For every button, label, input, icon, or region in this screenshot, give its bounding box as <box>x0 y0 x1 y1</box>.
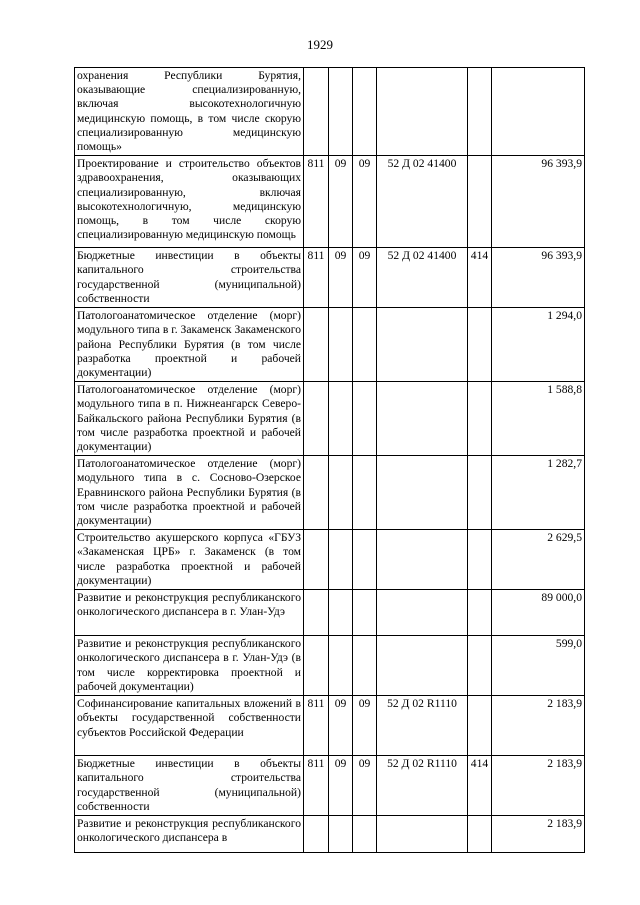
subsection-code: 09 <box>353 696 377 756</box>
ministry-code <box>304 456 329 530</box>
section-code: 09 <box>329 156 353 248</box>
subsection-code: 09 <box>353 248 377 308</box>
ministry-code <box>304 590 329 636</box>
ministry-code: 811 <box>304 696 329 756</box>
ministry-code <box>304 308 329 382</box>
target-article-code <box>377 590 468 636</box>
ministry-code: 811 <box>304 248 329 308</box>
subsection-code <box>353 382 377 456</box>
amount-value: 2 183,9 <box>492 756 585 816</box>
target-article-code <box>377 382 468 456</box>
expense-type-code <box>468 590 492 636</box>
target-article-code <box>377 636 468 696</box>
section-code: 09 <box>329 756 353 816</box>
expense-type-code <box>468 68 492 156</box>
section-code <box>329 530 353 590</box>
table-row <box>75 590 585 636</box>
expense-type-code <box>468 456 492 530</box>
expense-type-code <box>468 308 492 382</box>
table-row <box>75 248 585 308</box>
row-description: Развитие и реконструкция республиканского онкологического диспансера в г. Улан-Удэ <box>75 590 304 636</box>
target-article-code: 52 Д 02 R1110 <box>377 756 468 816</box>
section-code <box>329 308 353 382</box>
subsection-code <box>353 68 377 156</box>
section-code <box>329 590 353 636</box>
section-code: 09 <box>329 696 353 756</box>
subsection-code <box>353 590 377 636</box>
budget-table <box>74 67 585 853</box>
table-row <box>75 456 585 530</box>
table-row <box>75 636 585 696</box>
row-description: Проектирование и строительство объектов здравоохранения, оказывающих специализированную, включая высокотехнологичную, медицинскую помощь, в том числе скорую специализированную медицинскую помощь <box>75 156 304 248</box>
ministry-code <box>304 816 329 853</box>
target-article-code: 52 Д 02 41400 <box>377 248 468 308</box>
row-description: Патологоанатомическое отделение (морг) модульного типа в с. Сосново-Озерское Еравнинского района Республики Бурятия (в том числе разработка проектной и рабочей документации) <box>75 456 304 530</box>
table-row <box>75 756 585 816</box>
row-description: Строительство акушерского корпуса «ГБУЗ «Закаменская ЦРБ» г. Закаменск (в том числе разработка проектной и рабочей документации) <box>75 530 304 590</box>
amount-value: 599,0 <box>492 636 585 696</box>
row-description: Развитие и реконструкция республиканского онкологического диспансера в г. Улан-Удэ (в том числе корректировка проектной и рабочей документации) <box>75 636 304 696</box>
subsection-code <box>353 456 377 530</box>
expense-type-code <box>468 156 492 248</box>
subsection-code <box>353 816 377 853</box>
row-description: Бюджетные инвестиции в объекты капитального строительства государственной (муниципальной) собственности <box>75 756 304 816</box>
amount-value: 89 000,0 <box>492 590 585 636</box>
ministry-code <box>304 530 329 590</box>
amount-value: 2 183,9 <box>492 696 585 756</box>
amount-value: 96 393,9 <box>492 156 585 248</box>
amount-value <box>492 68 585 156</box>
table-row <box>75 382 585 456</box>
row-description: Патологоанатомическое отделение (морг) модульного типа в п. Нижнеангарск Северо-Байкальского района Республики Бурятия (в том числе разработка проектной и рабочей документации) <box>75 382 304 456</box>
target-article-code <box>377 308 468 382</box>
table-row <box>75 530 585 590</box>
subsection-code <box>353 308 377 382</box>
table-row <box>75 68 585 156</box>
expense-type-code <box>468 530 492 590</box>
expense-type-code <box>468 382 492 456</box>
expense-type-code: 414 <box>468 248 492 308</box>
ministry-code <box>304 382 329 456</box>
target-article-code <box>377 456 468 530</box>
amount-value: 2 629,5 <box>492 530 585 590</box>
subsection-code <box>353 636 377 696</box>
section-code: 09 <box>329 248 353 308</box>
target-article-code: 52 Д 02 R1110 <box>377 696 468 756</box>
section-code <box>329 68 353 156</box>
subsection-code <box>353 530 377 590</box>
expense-type-code <box>468 816 492 853</box>
target-article-code <box>377 68 468 156</box>
amount-value: 2 183,9 <box>492 816 585 853</box>
ministry-code: 811 <box>304 156 329 248</box>
ministry-code <box>304 68 329 156</box>
ministry-code: 811 <box>304 756 329 816</box>
row-description: Развитие и реконструкция республиканского онкологического диспансера в <box>75 816 304 853</box>
subsection-code: 09 <box>353 756 377 816</box>
row-description: Патологоанатомическое отделение (морг) модульного типа в г. Закаменск Закаменского района Республики Бурятия (в том числе разработка проектной и рабочей документации) <box>75 308 304 382</box>
ministry-code <box>304 636 329 696</box>
table-row <box>75 816 585 853</box>
row-description: охранения Республики Бурятия, оказывающие специализированную, включая высокотехнологичную медицинскую помощь, в том числе скорую специализированную медицинскую помощь» <box>75 68 304 156</box>
table-row <box>75 696 585 756</box>
section-code <box>329 816 353 853</box>
expense-type-code: 414 <box>468 756 492 816</box>
amount-value: 1 588,8 <box>492 382 585 456</box>
table-row <box>75 308 585 382</box>
subsection-code: 09 <box>353 156 377 248</box>
section-code <box>329 456 353 530</box>
amount-value: 96 393,9 <box>492 248 585 308</box>
amount-value: 1 294,0 <box>492 308 585 382</box>
target-article-code: 52 Д 02 41400 <box>377 156 468 248</box>
expense-type-code <box>468 636 492 696</box>
row-description: Софинансирование капитальных вложений в объекты государственной собственности субъектов Российской Федерации <box>75 696 304 756</box>
target-article-code <box>377 816 468 853</box>
expense-type-code <box>468 696 492 756</box>
section-code <box>329 636 353 696</box>
target-article-code <box>377 530 468 590</box>
amount-value: 1 282,7 <box>492 456 585 530</box>
row-description: Бюджетные инвестиции в объекты капитального строительства государственной (муниципальной) собственности <box>75 248 304 308</box>
table-row <box>75 156 585 248</box>
section-code <box>329 382 353 456</box>
page-number: 1929 <box>307 37 333 52</box>
